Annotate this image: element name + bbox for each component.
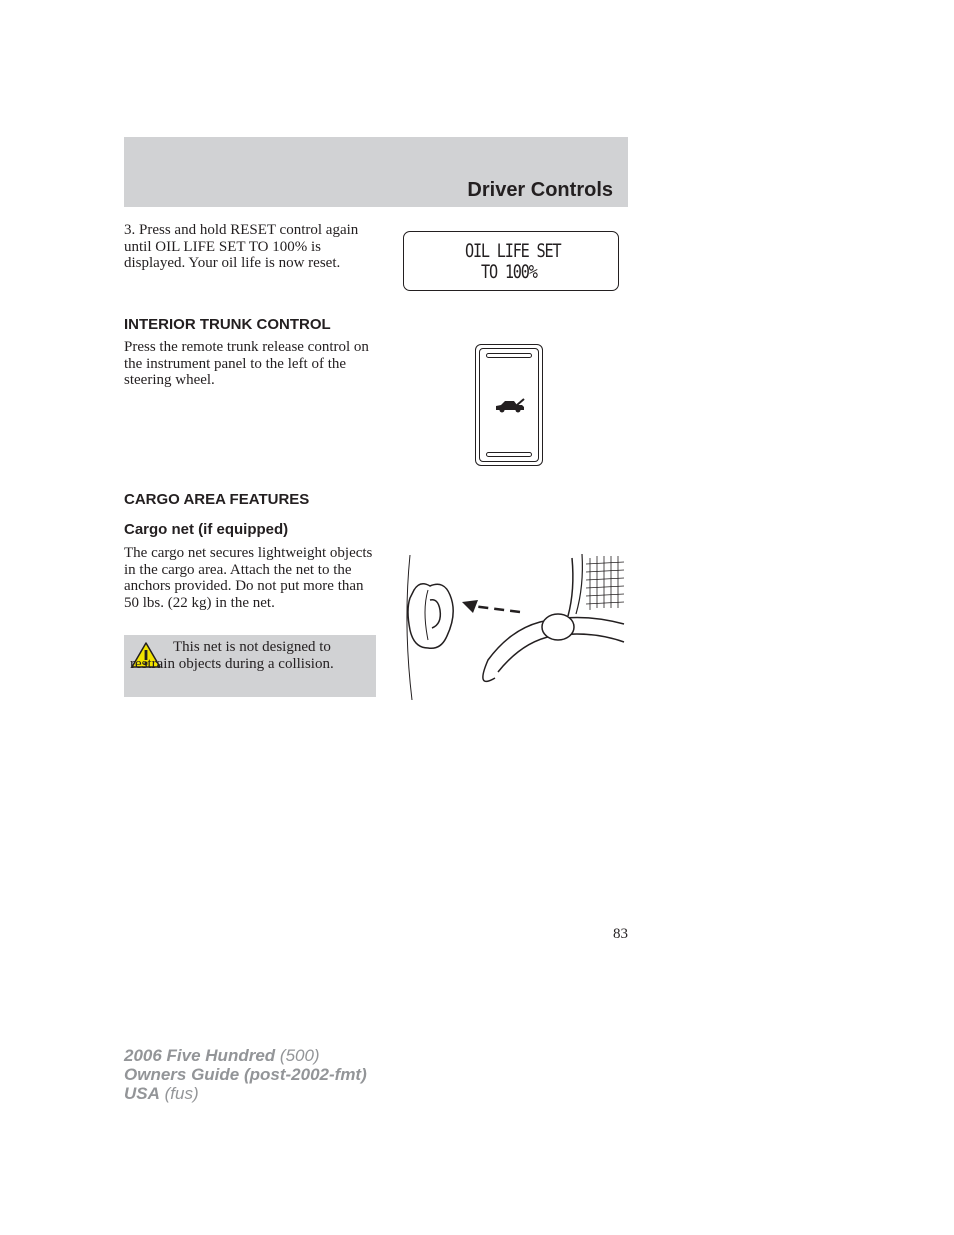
switch-top-ridge xyxy=(486,353,532,358)
warning-box xyxy=(124,635,376,697)
cargo-net-anchor-illustration xyxy=(400,550,628,705)
warning-text: This net is not designed to restrain objects during a collision. xyxy=(130,639,334,672)
document-footer xyxy=(124,1046,367,1103)
section-title: Driver Controls xyxy=(467,179,613,201)
display-line-1: OIL LIFE SET xyxy=(465,240,561,262)
cargo-heading: CARGO AREA FEATURES xyxy=(124,491,310,508)
oil-life-display-illustration xyxy=(403,231,619,291)
footer-model-code: (500) xyxy=(279,1046,320,1065)
trunk-release-switch-illustration xyxy=(475,344,543,466)
switch-bottom-ridge xyxy=(486,452,532,457)
cargo-net-subheading: Cargo net (if equipped) xyxy=(124,521,289,538)
footer-market: USA xyxy=(124,1084,160,1103)
open-trunk-car-icon xyxy=(494,396,526,414)
trunk-heading: INTERIOR TRUNK CONTROL xyxy=(124,316,331,333)
footer-line-1 xyxy=(124,1046,367,1065)
footer-guide: Owners Guide (post-2002-fmt) xyxy=(124,1065,367,1084)
footer-model: 2006 Five Hundred xyxy=(124,1046,276,1065)
page-number: 83 xyxy=(613,926,628,942)
oil-reset-step-text: 3. Press and hold RESET control again until OIL LIFE SET TO 100% is displayed. Your oil life is now reset. xyxy=(124,222,359,272)
cargo-net-text: The cargo net secures lightweight objects in the cargo area. Attach the net to the anchors provided. Do not put more than 50 lbs. (22 kg) in the net. xyxy=(124,545,373,611)
footer-line-3 xyxy=(124,1084,367,1103)
trunk-text: Press the remote trunk release control on the instrument panel to the left of the steering wheel. xyxy=(124,339,369,389)
section-header-bar xyxy=(124,137,628,207)
footer-line-2 xyxy=(124,1065,367,1084)
footer-market-code: (fus) xyxy=(164,1084,199,1103)
display-line-2: TO 100% xyxy=(481,261,537,283)
switch-face xyxy=(479,348,539,462)
